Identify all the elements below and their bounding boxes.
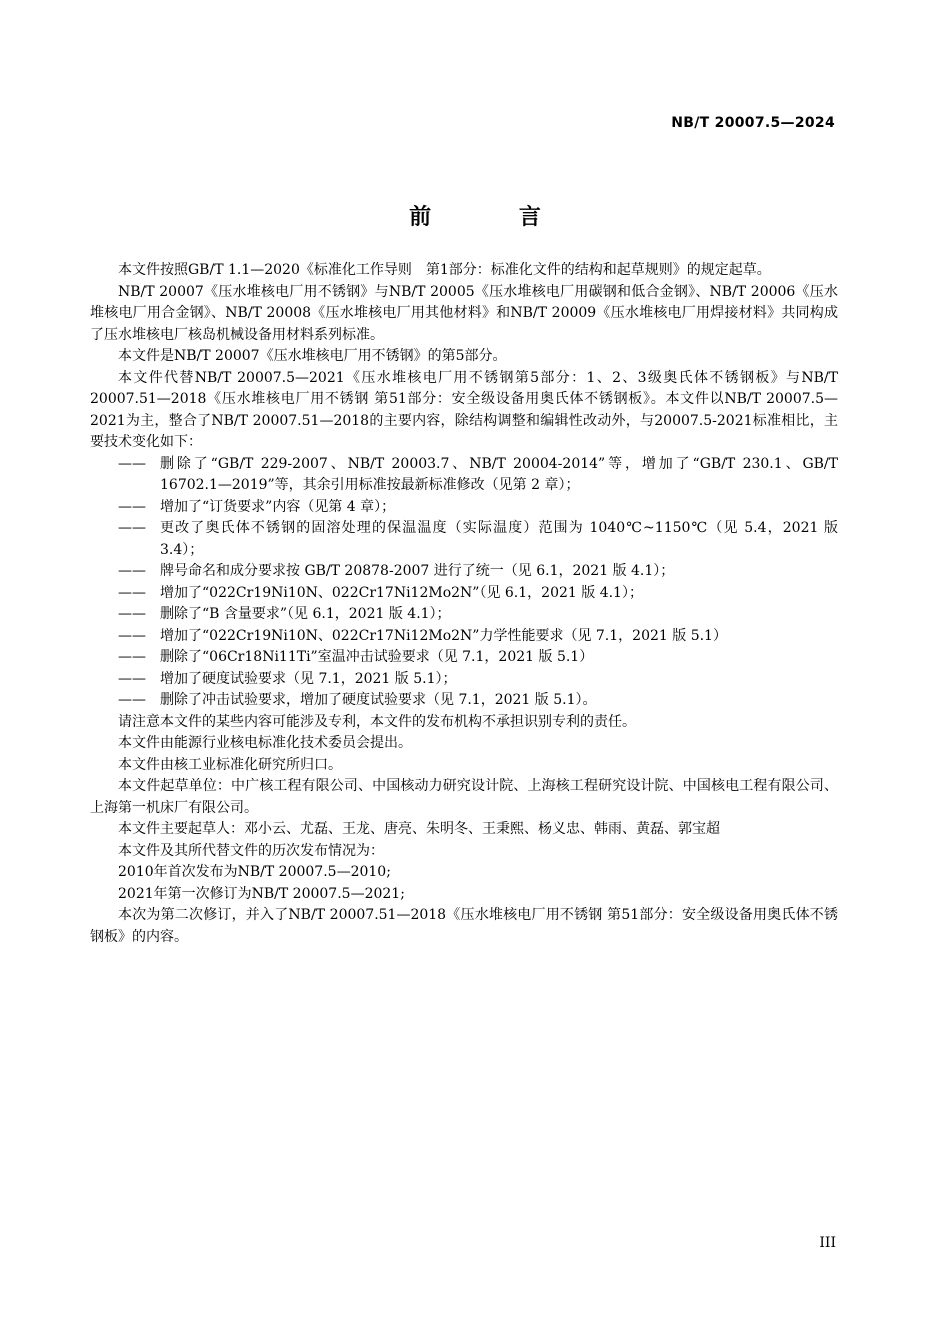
- change-item: [118, 583, 838, 605]
- change-text: 增加了“022Cr19Ni10N、022Cr17Ni12Mo2N”力学性能要求（见 7.1，2021 版 5.1）: [160, 627, 727, 644]
- change-text: 删除了“06Cr18Ni11Ti”室温冲击试验要求（见 7.1，2021 版 5.1）: [160, 649, 594, 665]
- dash-mark: ——: [118, 627, 146, 644]
- paragraph: 本文件是NB/T 20007《压水堆核电厂用不锈钢》的第5部分。: [118, 348, 507, 364]
- change-item: [118, 690, 838, 712]
- paragraph: 本文件及其所代替文件的历次发布情况为：: [118, 842, 384, 859]
- standard-number: NB/T 20007.5—2024: [671, 115, 835, 131]
- paragraph: 本文件按照GB/T 1.1—2020《标准化工作导则 第1部分：标准化文件的结构和起草规则》的规定起草。: [118, 262, 771, 278]
- change-item: [118, 604, 838, 626]
- dash-mark: ——: [118, 520, 146, 536]
- change-item: [118, 647, 838, 669]
- change-text: 增加了“022Cr19Ni10N、022Cr17Ni12Mo2N”（见 6.1，2021 版 4.1）；: [160, 584, 643, 601]
- paragraph: 本文件由能源行业核电标准化技术委员会提出。: [118, 735, 412, 751]
- change-text: 删除了“GB/T 229-2007、NB/T 20003.7、NB/T 20004-2014”等，增加了“GB/T 230.1、GB/T 16702.1—2019”等，其余引用标准按最新标准修改（见第 2 章）；: [160, 455, 838, 493]
- paragraph: 本文件代替NB/T 20007.5—2021《压水堆核电厂用不锈钢第5部分：1、2、3级奥氏体不锈钢板》与NB/T 20007.51—2018《压水堆核电厂用不锈钢 第51部分：安全级设备用奥氏体不锈钢板》。本文件以NB/T 20007.5—2021为主，整合了NB/T 20007.51—2018的主要内容，除结构调整和编辑性改动外，与20007.5-2021标准相比，主要技术变化如下：: [90, 369, 838, 450]
- change-item: [118, 518, 838, 561]
- change-item: [118, 497, 838, 519]
- paragraph: 本文件主要起草人：邓小云、尤磊、王龙、唐亮、朱明冬、王秉熙、杨义忠、韩雨、黄磊、郭宝超: [118, 821, 720, 837]
- dash-mark: ——: [118, 455, 146, 472]
- paragraph: NB/T 20007《压水堆核电厂用不锈钢》与NB/T 20005《压水堆核电厂用碳钢和低合金钢》、NB/T 20006《压水堆核电厂用合金钢》、NB/T 20008《压水堆核电厂用其他材料》和NB/T 20009《压水堆核电厂用焊接材料》共同构成了压水堆核电厂核岛机械设备用材料系列标准。: [90, 283, 838, 343]
- page-number: III: [819, 1235, 836, 1251]
- foreword-body: [90, 260, 838, 948]
- paragraph: 本文件起草单位：中广核工程有限公司、中国核动力研究设计院、上海核工程研究设计院、中国核电工程有限公司、上海第一机床厂有限公司。: [90, 778, 838, 816]
- change-item: [118, 561, 838, 583]
- paragraph: 请注意本文件的某些内容可能涉及专利，本文件的发布机构不承担识别专利的责任。: [118, 713, 636, 730]
- paragraph: 2010年首次发布为NB/T 20007.5—2010;: [118, 864, 391, 880]
- dash-mark: ——: [118, 498, 146, 515]
- change-item: [118, 669, 838, 691]
- dash-mark: ——: [118, 649, 146, 665]
- change-text: 删除了冲击试验要求，增加了硬度试验要求（见 7.1，2021 版 5.1）。: [160, 692, 597, 708]
- dash-mark: ——: [118, 563, 146, 579]
- change-text: 增加了“订货要求”内容（见第 4 章）；: [160, 498, 396, 515]
- change-text: 牌号命名和成分要求按 GB/T 20878-2007 进行了统一（见 6.1，2021 版 4.1）；: [160, 563, 675, 579]
- dash-mark: ——: [118, 584, 146, 601]
- change-text: 更改了奥氏体不锈钢的固溶处理的保温温度（实际温度）范围为 1040℃~1150℃（见 5.4，2021 版 3.4）；: [160, 520, 838, 558]
- change-text: 删除了“B 含量要求”（见 6.1，2021 版 4.1）；: [160, 606, 451, 622]
- change-item: [118, 626, 838, 648]
- dash-mark: ——: [118, 606, 146, 622]
- page-title: 前 言: [409, 205, 581, 230]
- paragraph: 本文件由核工业标准化研究所归口。: [118, 756, 342, 773]
- dash-mark: ——: [118, 692, 146, 708]
- paragraph: 本次为第二次修订，并入了NB/T 20007.51—2018《压水堆核电厂用不锈钢 第51部分：安全级设备用奥氏体不锈钢板》的内容。: [90, 907, 838, 945]
- paragraph: 2021年第一次修订为NB/T 20007.5—2021;: [118, 885, 405, 902]
- dash-mark: ——: [118, 670, 146, 687]
- change-item: [118, 454, 838, 497]
- change-text: 增加了硬度试验要求（见 7.1，2021 版 5.1）；: [160, 670, 457, 687]
